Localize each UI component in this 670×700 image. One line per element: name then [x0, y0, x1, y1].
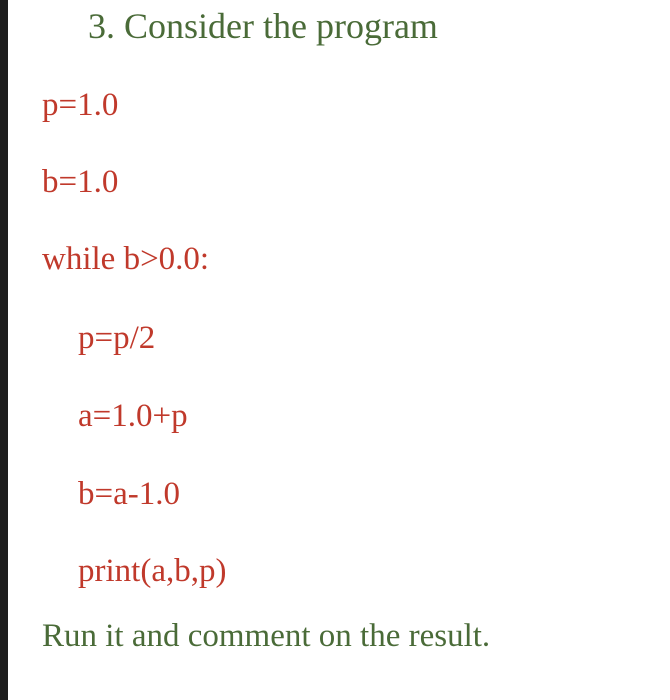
code-line: a=1.0+p	[78, 398, 188, 434]
problem-heading: 3. Consider the program	[88, 6, 438, 46]
code-line: p=p/2	[78, 320, 156, 356]
code-line: while b>0.0:	[42, 241, 210, 277]
code-line: b=a-1.0	[78, 476, 180, 512]
code-line: print(a,b,p)	[78, 553, 227, 589]
instruction-text: Run it and comment on the result.	[42, 618, 491, 654]
left-border	[0, 0, 8, 700]
code-line: b=1.0	[42, 164, 119, 200]
code-line: p=1.0	[42, 87, 119, 123]
